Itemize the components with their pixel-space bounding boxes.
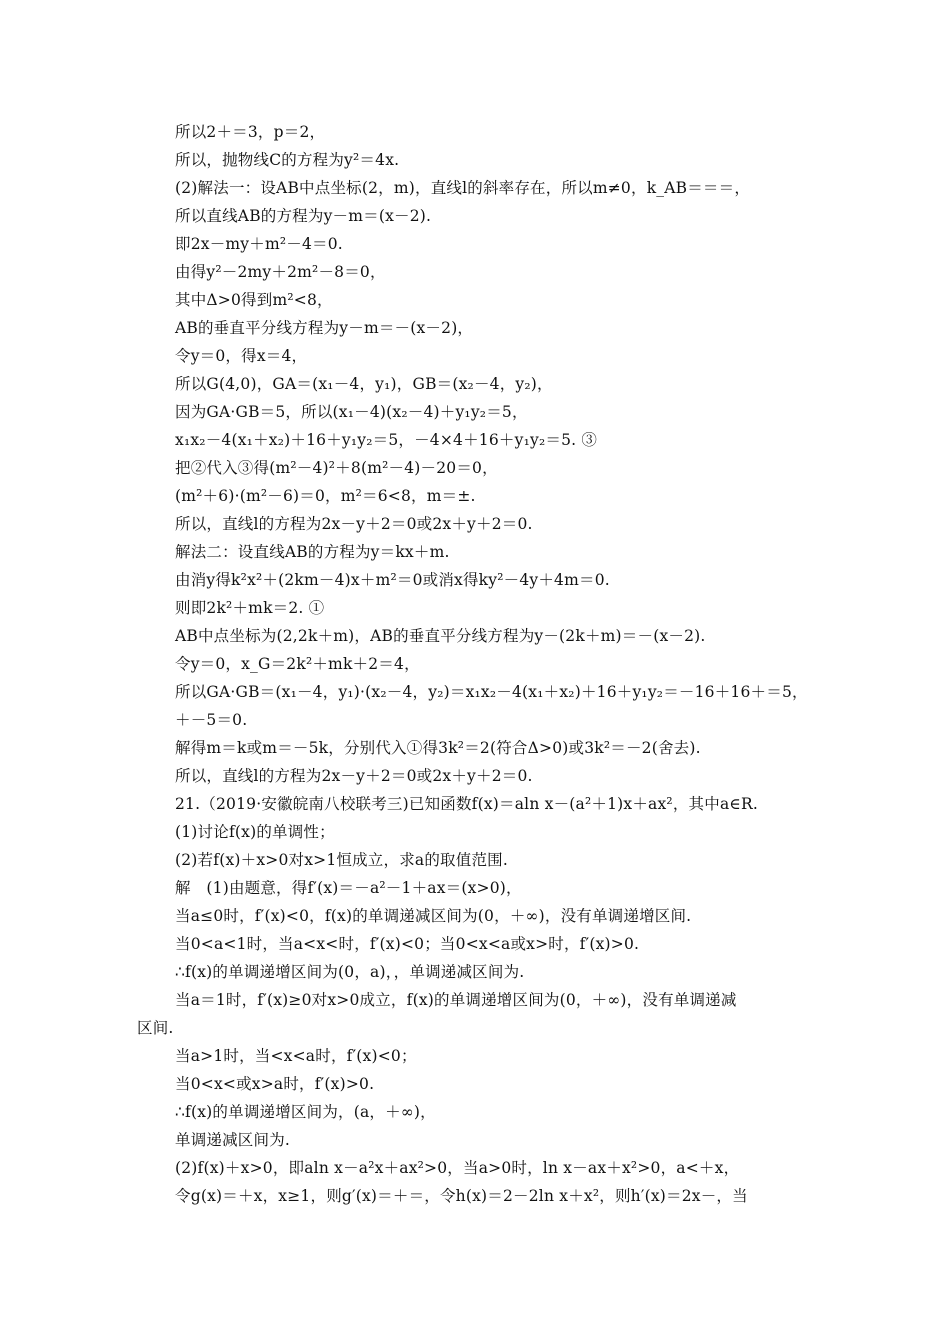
text-line: 所以GA·GB＝(x₁－4，y₁)·(x₂－4，y₂)＝x₁x₂－4(x₁＋x₂)＋16＋y₁y₂＝－16＋16＋＝5， xyxy=(175,683,808,701)
text-line: 当0<x<或x>a时，f′(x)>0. xyxy=(175,1075,375,1093)
text-line: ∴f(x)的单调递增区间为(0，a)，，单调递减区间为. xyxy=(175,963,525,981)
text-line: 解法二：设直线AB的方程为y＝kx＋m. xyxy=(175,543,450,561)
text-line: 由得y²－2my＋2m²－8＝0， xyxy=(175,263,386,281)
text-line: 当a>1时，当<x<a时，f′(x)<0； xyxy=(175,1047,417,1065)
text-line: 因为GA·GB＝5，所以(x₁－4)(x₂－4)＋y₁y₂＝5， xyxy=(175,403,528,421)
text-line: 所以2＋＝3，p＝2， xyxy=(175,123,326,141)
text-line: 由消y得k²x²＋(2km－4)x＋m²＝0或消x得ky²－4y＋4m＝0. xyxy=(175,571,610,589)
text-line: 所以，直线l的方程为2x－y＋2＝0或2x＋y＋2＝0. xyxy=(175,767,533,785)
text-line: 则即2k²＋mk＝2. ① xyxy=(175,599,325,617)
text-line: 所以，直线l的方程为2x－y＋2＝0或2x＋y＋2＝0. xyxy=(175,515,533,533)
text-line: 当0<a<1时，当a<x<时，f′(x)<0；当0<x<a或x>时，f′(x)>0. xyxy=(175,935,640,953)
text-line: 令g(x)＝＋x，x≥1，则g′(x)＝＋＝，令h(x)＝2－2ln x＋x²，则h′(x)＝2x－，当 xyxy=(175,1187,748,1205)
text-line: 令y＝0，x_G＝2k²＋mk＋2＝4， xyxy=(175,655,420,673)
text-line: AB中点坐标为(2,2k＋m)，AB的垂直平分线方程为y－(2k＋m)＝－(x－2). xyxy=(175,627,706,645)
text-line: 解得m＝k或m＝－5k，分别代入①得3k²＝2(符合Δ>0)或3k²＝－2(舍去). xyxy=(175,739,701,757)
text-line: 所以G(4,0)，GA＝(x₁－4，y₁)，GB＝(x₂－4，y₂)， xyxy=(175,375,553,393)
text-line: 把②代入③得(m²－4)²＋8(m²－4)－20＝0， xyxy=(175,459,498,477)
text-line: 所以，抛物线C的方程为y²＝4x. xyxy=(175,151,400,169)
text-line: (1)讨论f(x)的单调性； xyxy=(175,823,335,841)
text-line: (2)f(x)＋x>0，即aln x－a²x＋ax²>0，当a>0时，ln x－ax＋x²>0，a<＋x， xyxy=(175,1159,740,1177)
text-line: 当a＝1时，f′(x)≥0对x>0成立，f(x)的单调递增区间为(0，＋∞)，没有单调递减 xyxy=(175,991,737,1009)
text-line: 单调递减区间为. xyxy=(175,1131,291,1149)
text-line: 解 (1)由题意，得f′(x)＝－a²－1＋ax＝(x>0)， xyxy=(175,879,522,897)
text-line: ∴f(x)的单调递增区间为，(a，＋∞)， xyxy=(175,1103,436,1121)
text-line: (2)若f(x)＋x>0对x>1恒成立，求a的取值范围. xyxy=(175,851,508,869)
text-line: ＋－5＝0. xyxy=(175,711,248,729)
text-line: x₁x₂－4(x₁＋x₂)＋16＋y₁y₂＝5，－4×4＋16＋y₁y₂＝5. ③ xyxy=(175,431,598,449)
text-line: 区间. xyxy=(137,1019,174,1037)
text-line: 21.（2019·安徽皖南八校联考三)已知函数f(x)＝aln x－(a²＋1)x＋ax²，其中a∈R. xyxy=(175,795,759,813)
text-line: 令y＝0，得x＝4， xyxy=(175,347,308,365)
text-line: (m²＋6)·(m²－6)＝0，m²＝6<8，m＝±. xyxy=(175,487,476,505)
text-line: (2)解法一：设AB中点坐标(2，m)，直线l的斜率存在，所以m≠0，k_AB＝＝＝， xyxy=(175,179,751,197)
text-line: 其中Δ>0得到m²<8， xyxy=(175,291,333,309)
text-line: AB的垂直平分线方程为y－m＝－(x－2)， xyxy=(175,319,474,337)
text-line: 即2x－my＋m²－4＝0. xyxy=(175,235,343,253)
text-line: 当a≤0时，f′(x)<0，f(x)的单调递减区间为(0，＋∞)，没有单调递增区间. xyxy=(175,907,692,925)
text-line: 所以直线AB的方程为y－m＝(x－2). xyxy=(175,207,432,225)
